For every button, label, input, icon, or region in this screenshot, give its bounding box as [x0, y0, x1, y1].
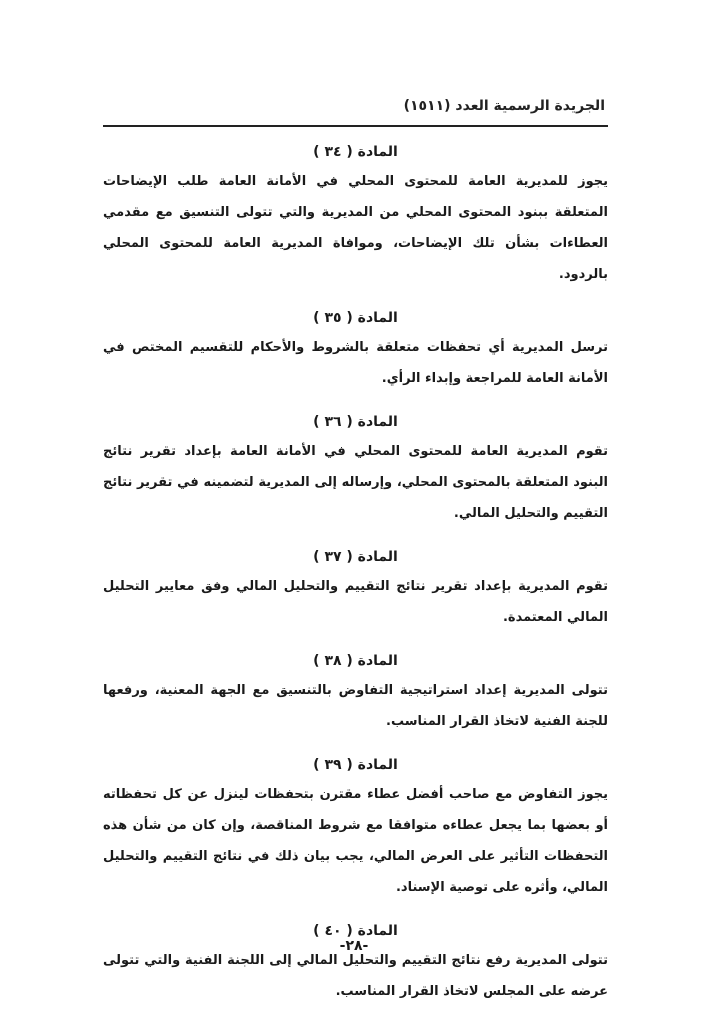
- article-38: [103, 647, 608, 737]
- article-text: تتولى المديرية إعداد استراتيجية التفاوض بالتنسيق مع الجهة المعنية، ورفعها للجنة الفنية لاتخاذ القرار المناسب.: [103, 683, 608, 729]
- article-title: المادة ( ٤٠ ): [313, 923, 398, 939]
- article-text: تقوم المديرية بإعداد تقرير نتائج التقييم والتحليل المالي وفق معايير التحليل المالي المعتمدة.: [103, 579, 608, 625]
- article-40: [103, 917, 608, 1007]
- article-title: المادة ( ٣٤ ): [313, 144, 398, 160]
- article-text: تتولى المديرية رفع نتائج التقييم والتحليل المالي إلى اللجنة الفنية والتي تتولى عرضه على المجلس لاتخاذ القرار المناسب.: [103, 953, 608, 999]
- article-title: المادة ( ٣٧ ): [313, 549, 398, 565]
- article-text: يجوز للمديرية العامة للمحتوى المحلي في الأمانة العامة طلب الإيضاحات المتعلقة ببنود المحتوى المحلي من المديرية والتي تتولى التنسيق مع مقدمي العطاءات بشأن تلك الإيضاحات، وموافاة المديرية العامة للمحتوى المحلي بالردود.: [103, 174, 608, 282]
- running-header: الجريدة الرسمية العدد (١٥١١): [403, 98, 605, 114]
- article-39: [103, 751, 608, 903]
- article-title: المادة ( ٣٦ ): [313, 414, 398, 430]
- article-title: المادة ( ٣٥ ): [313, 310, 398, 326]
- article-text: ترسل المديرية أي تحفظات متعلقة بالشروط والأحكام للتقسيم المختص في الأمانة العامة للمراجعة وإبداء الرأي.: [103, 340, 608, 386]
- header-divider: [103, 125, 608, 127]
- document-body: [103, 138, 608, 1021]
- article-35: [103, 304, 608, 394]
- article-text: يجوز التفاوض مع صاحب أفضل عطاء مقترن بتحفظات لينزل عن كل تحفظاته أو بعضها بما يجعل عطاءه متوافقا مع شروط المناقصة، وإن كان من شأن هذه التحفظات التأثير على العرض المالي، يجب بيان ذلك في نتائج التقييم والتحليل المالي، وأثره على توصية الإسناد.: [103, 787, 608, 895]
- article-text: تقوم المديرية العامة للمحتوى المحلي في الأمانة العامة بإعداد تقرير نتائج البنود المتعلقة بالمحتوى المحلي، وإرساله إلى المديرية لتضمينه في تقرير نتائج التقييم والتحليل المالي.: [103, 444, 608, 521]
- page-number: -٢٨-: [339, 938, 369, 954]
- article-37: [103, 543, 608, 633]
- article-title: المادة ( ٣٨ ): [313, 653, 398, 669]
- article-title: المادة ( ٣٩ ): [313, 757, 398, 773]
- article-36: [103, 408, 608, 529]
- article-34: [103, 138, 608, 290]
